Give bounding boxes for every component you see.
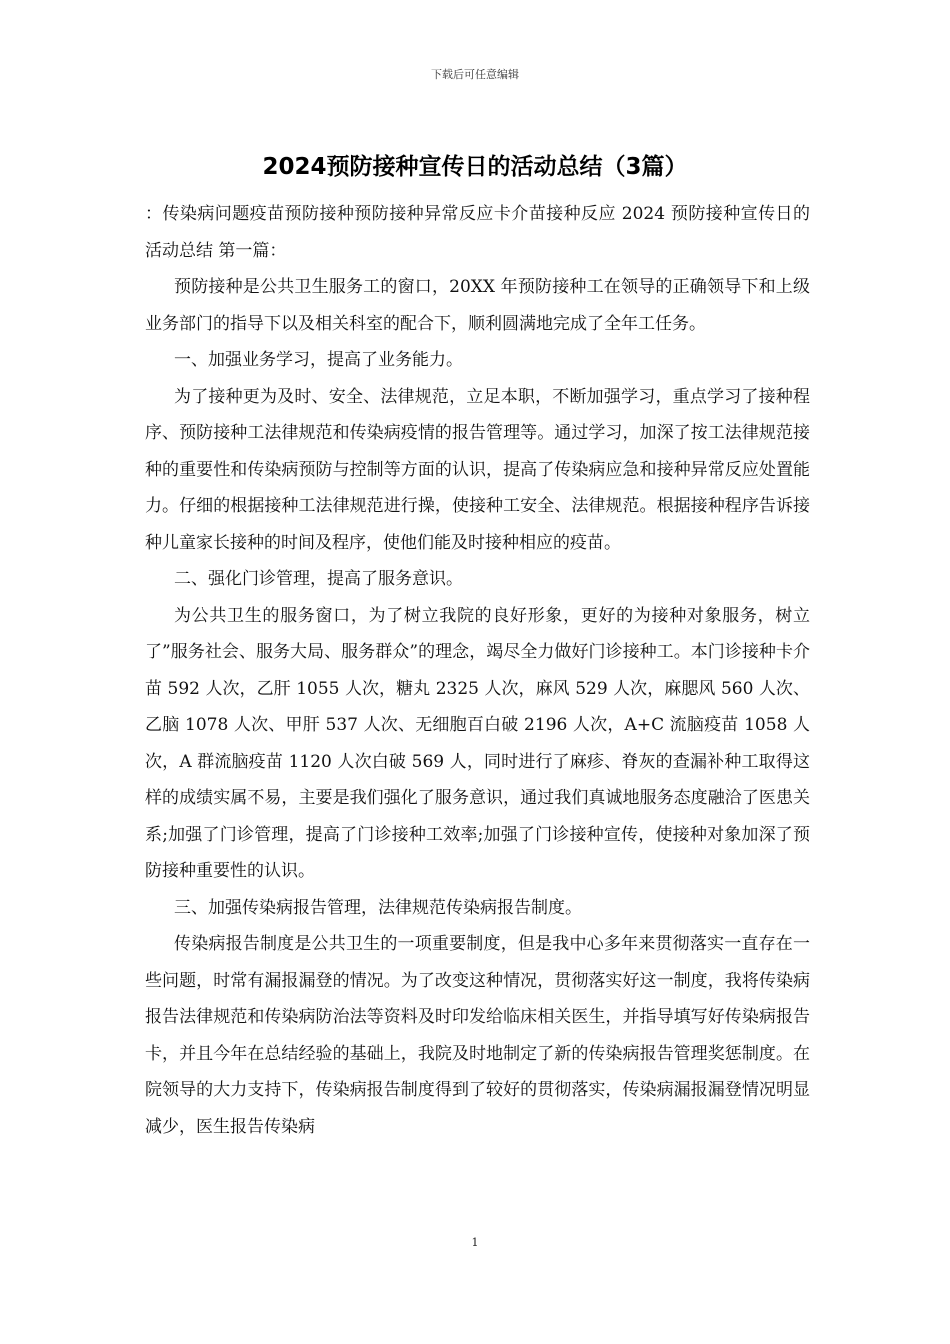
paragraph-section-2: 为公共卫生的服务窗口，为了树立我院的良好形象，更好的为接种对象服务，树立了”服务社会、服务大局、服务群众”的理念，竭尽全力做好门诊接种工。本门诊接种卡介苗 592 人次，乙肝 1055 人次，糖丸 2325 人次，麻风 529 人次，麻腮风 560 人次、乙脑 1078 人次、甲肝 537 人次、无细胞百白破 2196 人次，A+C 流脑疫苗 1058 人次，A 群流脑疫苗 1120 人次白破 569 人，同时进行了麻疹、脊灰的查漏补种工取得这样的成绩实属不易，主要是我们强化了服务意识，通过我们真诚地服务态度融洽了医患关系;加强了门诊管理，提高了门诊接种工效率;加强了门诊接种宣传，使接种对象加深了预防接种重要性的认识。 — [145, 605, 810, 881]
paragraph-intro: 预防接种是公共卫生服务工的窗口，20XX 年预防接种工在领导的正确领导下和上级业务部门的指导下以及相关科室的配合下，顺利圆满地完成了全年工任务。 — [145, 277, 810, 334]
document-title: 2024预防接种宣传日的活动总结（3篇） — [262, 154, 688, 180]
section-heading-3: 三、加强传染病报告管理，法律规范传染病报告制度。 — [174, 897, 582, 918]
page-number: 1 — [471, 1236, 479, 1249]
paragraph-section-3: 传染病报告制度是公共卫生的一项重要制度，但是我中心多年来贯彻落实一直存在一些问题，时常有漏报漏登的情况。为了改变这种情况，贯彻落实好这一制度，我将传染病报告法律规范和传染病防治法等资料及时印发给临床相关医生，并指导填写好传染病报告卡，并且今年在总结经验的基础上，我院及时地制定了新的传染病报告管理奖惩制度。在院领导的大力支持下，传染病报告制度得到了较好的贯彻落实，传染病漏报漏登情况明显减少，医生报告传染病 — [145, 934, 810, 1137]
section-heading-2: 二、强化门诊管理，提高了服务意识。 — [174, 569, 463, 589]
page-header-note: 下载后可任意编辑 — [431, 68, 519, 81]
section-heading-1: 一、加强业务学习，提高了业务能力。 — [174, 350, 463, 370]
keywords-line: ：传染病问题疫苗预防接种预防接种异常反应卡介苗接种反应 2024 预防接种宣传日的活动总结 第一篇： — [145, 204, 810, 261]
paragraph-section-1: 为了接种更为及时、安全、法律规范，立足本职，不断加强学习，重点学习了接种程序、预防接种工法律规范和传染病疫情的报告管理等。通过学习，加深了按工法律规范接种的重要性和传染病预防与控制等方面的认识，提高了传染病应急和接种异常反应处置能力。仔细的根据接种工法律规范进行操，使接种工安全、法律规范。根据接种程序告诉接种儿童家长接种的时间及程序，使他们能及时接种相应的疫苗。 — [145, 386, 810, 553]
document-body — [145, 196, 810, 1145]
